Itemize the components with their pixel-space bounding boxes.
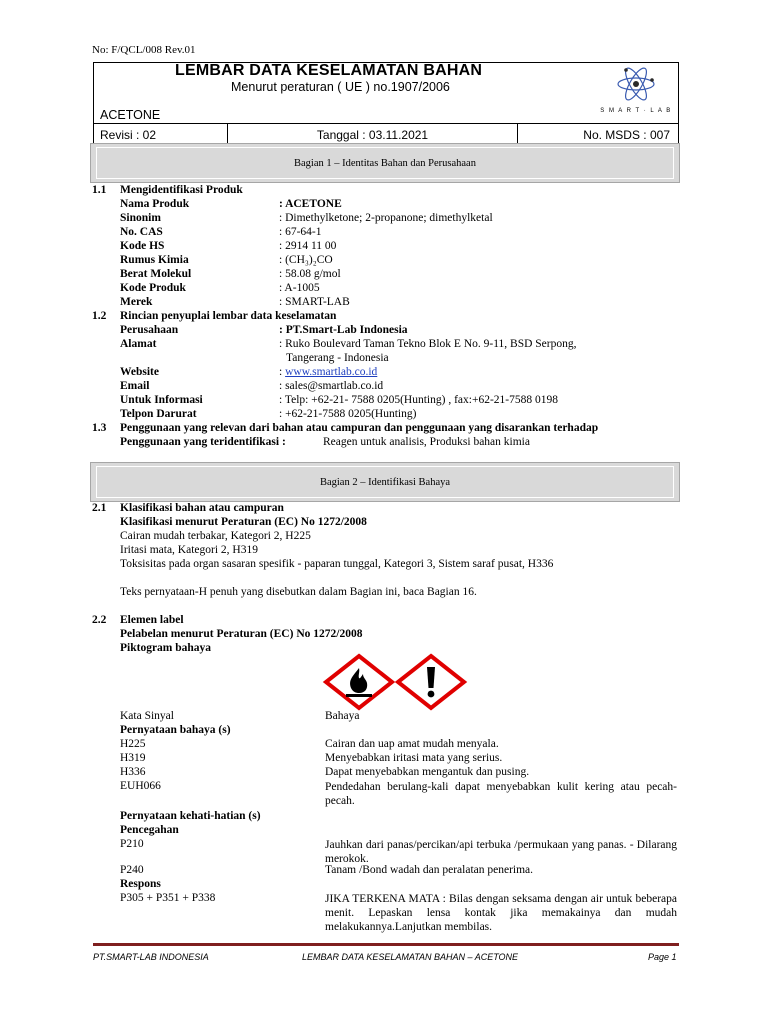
hazard-code: H319 <box>120 752 146 764</box>
exclamation-pictogram-icon <box>396 654 466 710</box>
section-2-2-number: 2.2 <box>92 614 107 626</box>
website-link[interactable]: www.smartlab.co.id <box>285 366 378 378</box>
h-statement-note: Teks pernyataan-H penuh yang disebutkan dalam Bagian ini, baca Bagian 16. <box>120 586 477 598</box>
prevention-label: Pencegahan <box>120 824 179 836</box>
value-signal-word: Bahaya <box>325 710 360 722</box>
label-company: Perusahaan <box>120 324 179 336</box>
precaution-code: P210 <box>120 838 144 850</box>
section-1-2-heading: Rincian penyuplai lembar data keselamatan <box>120 310 337 322</box>
document-title: LEMBAR DATA KESELAMATAN BAHAN <box>175 62 483 79</box>
label-synonym: Sinonim <box>120 212 161 224</box>
label-website: Website <box>120 366 159 378</box>
section-2-2-heading: Elemen label <box>120 614 184 626</box>
website-colon: : <box>279 366 286 378</box>
section-1-2-number: 1.2 <box>92 310 107 322</box>
date-cell: Tanggal : 03.11.2021 <box>228 124 518 145</box>
value-product-code: : A-1005 <box>279 282 320 294</box>
section-2-header <box>90 462 680 502</box>
value-address-line-2: Tangerang - Indonesia <box>286 352 389 364</box>
svg-text:S M A R T · L A B: S M A R T · L A B <box>600 108 672 114</box>
hazard-statements-label: Pernyataan bahaya (s) <box>120 724 231 736</box>
section-1-1-heading: Mengidentifikasi Produk <box>120 184 243 196</box>
section-1-3-heading: Penggunaan yang relevan dari bahan atau campuran dan penggunaan yang disarankan terhadap <box>120 422 599 434</box>
footer-company: PT.SMART-LAB INDONESIA <box>93 952 209 962</box>
value-hs-code: : 2914 11 00 <box>279 240 337 252</box>
label-emergency: Telpon Darurat <box>120 408 197 420</box>
value-email: : sales@smartlab.co.id <box>279 380 384 392</box>
precaution-text: Tanam /Bond wadah dan peralatan penerima. <box>325 864 534 876</box>
section-1-3-number: 1.3 <box>92 422 107 434</box>
label-cas: No. CAS <box>120 226 163 238</box>
hazard-text: Menyebabkan iritasi mata yang serius. <box>325 752 503 764</box>
classification-line: Iritasi mata, Kategori 2, H319 <box>120 544 258 556</box>
precaution-statements-label: Pernyataan kehati-hatian (s) <box>120 810 261 822</box>
precaution-text: Jauhkan dari panas/percikan/api terbuka /permukaan yang panas. - Dilarang merokok. <box>325 839 677 865</box>
hazard-code: H225 <box>120 738 146 750</box>
classification-line: Toksisitas pada organ sasaran spesifik - paparan tunggal, Kategori 3, Sistem saraf pusat, H336 <box>120 558 554 570</box>
label-address: Alamat <box>120 338 157 350</box>
value-company: : PT.Smart-Lab Indonesia <box>279 324 408 336</box>
label-email: Email <box>120 380 150 392</box>
hazard-text: Dapat menyebabkan mengantuk dan pusing. <box>325 766 530 778</box>
revision-cell: Revisi : 02 <box>94 124 228 145</box>
section-2-title: Bagian 2 – Identifikasi Bahaya <box>319 476 451 488</box>
section-2-1-heading: Klasifikasi bahan atau campuran <box>120 502 284 514</box>
section-2-1-subheading: Klasifikasi menurut Peraturan (EC) No 1272/2008 <box>120 516 367 528</box>
footer-page-number: Page 1 <box>648 952 677 962</box>
classification-line: Cairan mudah terbakar, Kategori 2, H225 <box>120 530 311 542</box>
value-product-name: : ACETONE <box>279 198 342 210</box>
label-molecular-weight: Berat Molekul <box>120 268 192 280</box>
label-brand: Merek <box>120 296 153 308</box>
hazard-text: Pendedahan berulang-kali dapat menyebabkan kulit kering atau pecah-pecah. <box>325 781 677 807</box>
label-info: Untuk Informasi <box>120 394 203 406</box>
section-1-1-number: 1.1 <box>92 184 107 196</box>
precaution-text: JIKA TERKENA MATA : Bilas dengan seksama dengan air untuk beberapa menit. Lepaskan lensa kontak jika memakainya dan mudah melakukannya.Lanjutkan membilas. <box>325 893 677 933</box>
smart-lab-logo <box>600 60 672 120</box>
section-2-1-number: 2.1 <box>92 502 107 514</box>
label-formula: Rumus Kimia <box>120 254 189 266</box>
label-product-code: Kode Produk <box>120 282 186 294</box>
document-subtitle: Menurut peraturan ( UE ) no.1907/2006 <box>231 80 450 94</box>
document-number: No: F/QCL/008 Rev.01 <box>92 44 196 56</box>
section-1-header <box>90 143 680 183</box>
msds-number-cell: No. MSDS : 007 <box>583 127 670 142</box>
product-name-header: ACETONE <box>100 108 161 122</box>
footer-document-title: LEMBAR DATA KESELAMATAN BAHAN – ACETONE <box>302 952 519 962</box>
precaution-code: P240 <box>120 864 144 876</box>
label-identified-use: Penggunaan yang teridentifikasi : <box>120 436 286 448</box>
website-row <box>279 366 377 379</box>
value-molecular-weight: : 58.08 g/mol <box>279 268 341 280</box>
value-formula: : (CH₃)₂CO <box>279 254 333 266</box>
section-1-title: Bagian 1 – Identitas Bahan dan Perusahaan <box>294 157 476 169</box>
value-address-line-1: : Ruko Boulevard Taman Tekno Blok E No. 9-11, BSD Serpong, <box>279 338 577 350</box>
value-cas: : 67-64-1 <box>279 226 322 238</box>
hazard-code: H336 <box>120 766 146 778</box>
value-synonym: : Dimethylketone; 2-propanone; dimethylketal <box>279 212 493 224</box>
section-2-2-subheading: Pelabelan menurut Peraturan (EC) No 1272/2008 <box>120 628 363 640</box>
footer-divider <box>93 943 679 946</box>
value-brand: : SMART-LAB <box>279 296 350 308</box>
label-signal-word: Kata Sinyal <box>120 710 174 722</box>
hazard-code: EUH066 <box>120 780 161 792</box>
value-identified-use: Reagen untuk analisis, Produksi bahan kimia <box>323 436 530 448</box>
precaution-code: P305 + P351 + P338 <box>120 892 216 904</box>
pictogram-label: Piktogram bahaya <box>120 642 212 654</box>
label-product-name: Nama Produk <box>120 198 190 210</box>
hazard-text: Cairan dan uap amat mudah menyala. <box>325 738 499 750</box>
flame-pictogram-icon <box>324 654 394 710</box>
value-emergency: : +62-21-7588 0205(Hunting) <box>279 408 417 420</box>
value-info: : Telp: +62-21- 7588 0205(Hunting) , fax:+62-21-7588 0198 <box>279 394 558 406</box>
response-label: Respons <box>120 878 161 890</box>
label-hs-code: Kode HS <box>120 240 165 252</box>
